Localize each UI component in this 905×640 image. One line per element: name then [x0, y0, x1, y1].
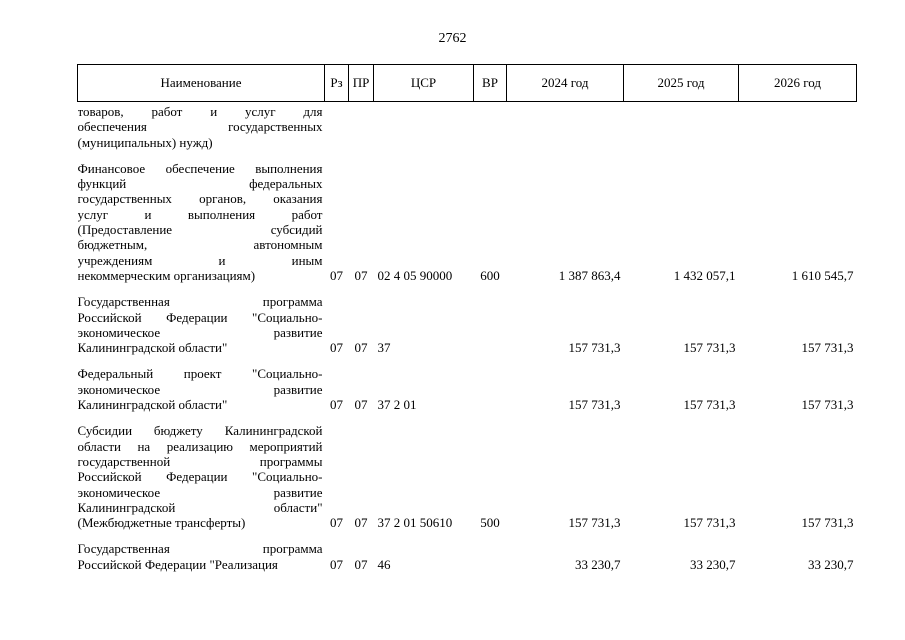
cell-csr: 02 4 05 90000	[377, 267, 453, 283]
cell-vr	[474, 102, 507, 150]
name-line: Российской Федерации "Социально-	[77, 469, 323, 485]
name-line: (муниципальных) нужд)	[77, 134, 213, 150]
name-line: Российской Федерации "Социально-	[77, 309, 323, 325]
name-line: функций федеральных	[77, 176, 323, 192]
cell-csr: 37	[377, 340, 391, 356]
header-vr: ВР	[474, 65, 507, 102]
table-row	[78, 283, 857, 355]
name-line: бюджетным, автономным	[77, 237, 323, 253]
cell-2024: 157 731,3	[568, 397, 621, 413]
header-2026: 2026 год	[739, 65, 857, 102]
table-row	[78, 412, 857, 530]
name-line: Финансовое обеспечение выполнения	[77, 160, 323, 176]
cell-csr: 46	[377, 556, 391, 572]
cell-rz: 07	[330, 515, 343, 531]
cell-vr	[474, 530, 507, 572]
cell-vr	[474, 283, 507, 355]
header-rz: Рз	[325, 65, 349, 102]
cell-rz: 07	[330, 267, 343, 283]
cell-2026: 1 610 545,7	[791, 267, 854, 283]
name-line: услуг и выполнения работ	[77, 206, 323, 222]
name-line: Российской Федерации "Реализация	[77, 556, 278, 572]
cell-name	[78, 530, 325, 572]
name-line: области на реализацию мероприятий	[77, 438, 323, 454]
cell-pr: 07	[354, 556, 368, 572]
table-body	[78, 102, 857, 573]
name-line: государственной программы	[77, 453, 323, 469]
cell-2026: 157 731,3	[801, 397, 854, 413]
name-line: экономическое развитие	[77, 324, 323, 340]
name-line: Государственная программа	[77, 294, 323, 310]
cell-pr: 07	[354, 515, 368, 531]
cell-2025: 33 230,7	[690, 556, 736, 572]
cell-name	[78, 412, 325, 530]
cell-rz: 07	[330, 556, 343, 572]
name-line: экономическое развитие	[77, 484, 323, 500]
header-2025: 2025 год	[624, 65, 739, 102]
name-line: (Межбюджетные трансферты)	[77, 515, 246, 531]
cell-name	[78, 150, 325, 283]
cell-vr: 600	[480, 267, 500, 283]
cell-2025: 157 731,3	[683, 397, 736, 413]
cell-pr: 07	[354, 397, 368, 413]
cell-2024: 157 731,3	[568, 340, 621, 356]
header-pr: ПР	[349, 65, 374, 102]
cell-pr	[349, 102, 374, 150]
budget-table	[77, 64, 857, 572]
name-line: Калининградской области"	[77, 499, 323, 515]
name-line: товаров, работ и услуг для	[77, 104, 323, 119]
cell-2024: 1 387 863,4	[558, 267, 621, 283]
table-row	[78, 355, 857, 412]
name-line: (Предоставление субсидий	[77, 222, 323, 238]
cell-2024: 157 731,3	[568, 515, 621, 531]
name-line: Государственная программа	[77, 541, 323, 557]
cell-2025: 1 432 057,1	[673, 267, 736, 283]
cell-rz	[325, 102, 349, 150]
cell-name	[78, 283, 325, 355]
header-csr: ЦСР	[374, 65, 474, 102]
name-line: обеспечения государственных	[77, 119, 323, 135]
cell-name	[78, 355, 325, 412]
cell-2026: 157 731,3	[801, 515, 854, 531]
cell-csr: 37 2 01	[377, 397, 417, 413]
name-line: государственных органов, оказания	[77, 191, 323, 207]
cell-csr: 37 2 01 50610	[377, 515, 453, 531]
cell-2025: 157 731,3	[683, 515, 736, 531]
cell-csr	[374, 102, 474, 150]
cell-vr	[474, 355, 507, 412]
cell-2025	[624, 102, 739, 150]
header-row	[78, 65, 857, 102]
name-line: Калининградской области"	[77, 397, 228, 413]
table-row	[78, 530, 857, 572]
name-line: Федеральный проект "Социально-	[77, 366, 323, 382]
page-number: 2762	[438, 31, 467, 46]
header-name: Наименование	[78, 65, 325, 102]
table-row	[78, 102, 857, 150]
name-line: учреждениям и иным	[77, 252, 323, 268]
cell-2024: 33 230,7	[575, 556, 621, 572]
name-line: Субсидии бюджету Калининградской	[77, 423, 323, 439]
name-line: некоммерческим организациям)	[77, 267, 256, 283]
cell-rz: 07	[330, 340, 343, 356]
cell-pr: 07	[354, 340, 368, 356]
cell-2026	[739, 102, 857, 150]
name-line: Калининградской области"	[77, 340, 228, 356]
header-2024: 2024 год	[507, 65, 624, 102]
cell-2024	[507, 102, 624, 150]
table-row	[78, 150, 857, 283]
cell-vr: 500	[480, 515, 500, 531]
cell-name	[78, 102, 325, 150]
name-line: экономическое развитие	[77, 381, 323, 397]
cell-2025: 157 731,3	[683, 340, 736, 356]
cell-2026: 33 230,7	[808, 556, 854, 572]
cell-pr: 07	[354, 267, 368, 283]
cell-rz: 07	[330, 397, 343, 413]
cell-2026: 157 731,3	[801, 340, 854, 356]
